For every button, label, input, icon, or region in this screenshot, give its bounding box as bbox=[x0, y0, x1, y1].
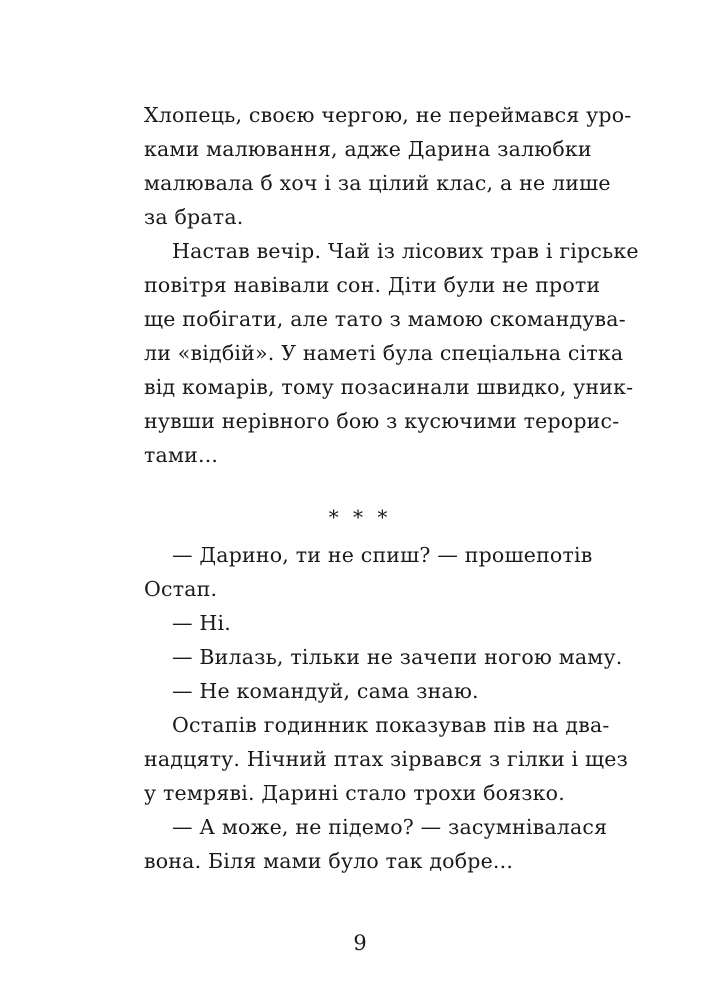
text-line: повітря навівали сон. Діти були не проти bbox=[144, 273, 601, 297]
text-line: Настав вечір. Чай із лісових трав і гірське bbox=[172, 239, 639, 263]
dialogue-line: — Вилазь, тільки не зачепи ногою маму. bbox=[172, 645, 623, 669]
text-line: ли «відбій». У наметі була спеціальна сітка bbox=[144, 341, 624, 365]
dialogue-line: — Дарино, ти не спиш? — прошепотів bbox=[172, 543, 593, 567]
text-line: тами... bbox=[144, 443, 219, 467]
dialogue-line: Остап. bbox=[144, 577, 218, 601]
dialogue-line: — Ні. bbox=[172, 611, 231, 635]
text-line: Остапів годинник показував пів на два- bbox=[172, 713, 610, 737]
text-line: нувши нерівного бою з кусючими терорис- bbox=[144, 409, 620, 433]
text-line: у темряві. Дарині стало трохи боязко. bbox=[144, 781, 565, 805]
section-separator: * * * bbox=[328, 505, 392, 529]
text-line: Хлопець, своєю чергою, не переймався уро- bbox=[144, 103, 632, 127]
text-line: від комарів, тому позасинали швидко, уник- bbox=[144, 375, 634, 399]
text-line: за брата. bbox=[144, 205, 244, 229]
text-line: надцяту. Нічний птах зірвався з гілки і щез bbox=[144, 747, 629, 771]
dialogue-line: вона. Біля мами було так добре... bbox=[144, 849, 514, 873]
dialogue-line: — А може, не підемо? — засумнівалася bbox=[172, 815, 608, 839]
text-line: ще побігати, але тато з мамою скомандува- bbox=[144, 307, 626, 331]
page-number: 9 bbox=[353, 931, 367, 955]
text-line: малювала б хоч і за цілий клас, а не лише bbox=[144, 171, 611, 195]
text-line: ками малювання, адже Дарина залюбки bbox=[144, 137, 592, 161]
dialogue-line: — Не командуй, сама знаю. bbox=[172, 679, 479, 703]
